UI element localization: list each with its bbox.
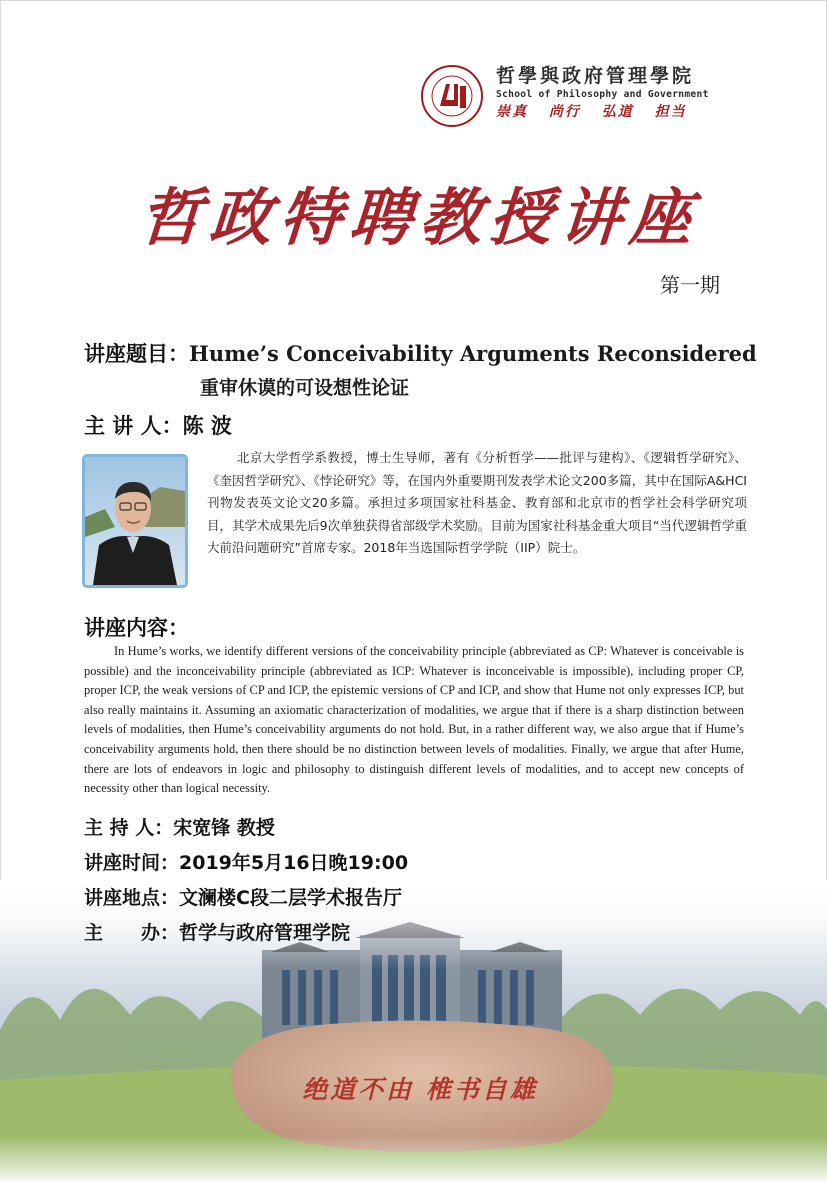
school-seal-logo xyxy=(420,64,484,128)
time-row xyxy=(84,848,408,875)
content-label: 讲座内容： xyxy=(84,616,189,640)
speaker-label: 主 讲 人： xyxy=(84,414,183,438)
organizer-row xyxy=(84,918,350,945)
topic-title-en: Hume’s Conceivability Arguments Reconsidered xyxy=(189,341,757,366)
school-name-en: School of Philosophy and Government xyxy=(496,89,709,100)
time-value: 2019年5月16日晚19:00 xyxy=(179,852,409,874)
topic-title-cn: 重审休谟的可设想性论证 xyxy=(200,377,410,399)
organizer-label: 主 办： xyxy=(84,922,180,944)
place-label: 讲座地点： xyxy=(84,887,180,909)
time-label: 讲座时间： xyxy=(84,852,180,874)
lecture-abstract: In Hume’s works, we identify different versions of the conceivability principle (abbreviated as CP: Whatever is conceivable is possible) and the inconceivability principle (abbreviated as ICP: Whatever is inconceivable is impossible), including proper CP, proper ICP, the weak versions of CP and ICP, the epistemic versions of CP and ICP, and show that Hume not only expresses ICP, but also really maintains it. Assuming an axiomatic characterization of modalities, we argue that if there is a sharp distinction between levels of modalities, then Hume’s conceivability arguments do not hold. But, in a rather different way, we also argue that if Hume’s conceivability arguments hold, then there should be no distinction between levels of modalities. Finally, we argue that after Hume, there are lots of endeavors in logic and philosophy to distinguish different levels of modalities, and to accept new concepts of necessity other than logical necessity. xyxy=(84,644,744,796)
host-row xyxy=(84,813,275,840)
host-value: 宋宽锋 教授 xyxy=(173,817,275,839)
topic-label: 讲座题目： xyxy=(84,342,189,366)
stone-inscription: 绝道不由 椎书自雄 xyxy=(302,1075,538,1104)
issue-number: 第一期 xyxy=(660,273,720,297)
school-motto: 崇真 尚行 弘道 担当 xyxy=(496,104,687,120)
speaker-name: 陈 波 xyxy=(182,414,232,438)
school-logo-text xyxy=(496,64,756,122)
speaker-photo-image xyxy=(85,457,185,585)
place-row xyxy=(84,883,402,910)
lecture-topic xyxy=(84,338,784,368)
poster-title: 哲政特聘教授讲座 xyxy=(137,181,703,254)
speaker-photo xyxy=(82,454,188,588)
speaker-bio: 北京大学哲学系教授，博士生导师，著有《分析哲学——批评与建构》、《逻辑哲学研究》、《奎因哲学研究》、《悖论研究》等，在国内外重要期刊发表学术论文200多篇，其中在国际A&HCI刊物发表英文论文20多篇。承担过多项国家社科基金、教育部和北京市的哲学社会科学研究项目，其学术成果先后9次单独获得省部级学术奖励。目前为国家社科基金重大项目“当代逻辑哲学重大前沿问题研究”首席专家。2018年当选国际哲学学院（IIP）院士。 xyxy=(207,450,747,556)
organizer-value: 哲学与政府管理学院 xyxy=(179,922,351,944)
speaker-row xyxy=(84,410,232,440)
school-name-cn: 哲學與政府管理學院 xyxy=(496,65,695,87)
host-label: 主 持 人： xyxy=(84,817,174,839)
place-value: 文澜楼C段二层学术报告厅 xyxy=(179,887,402,909)
